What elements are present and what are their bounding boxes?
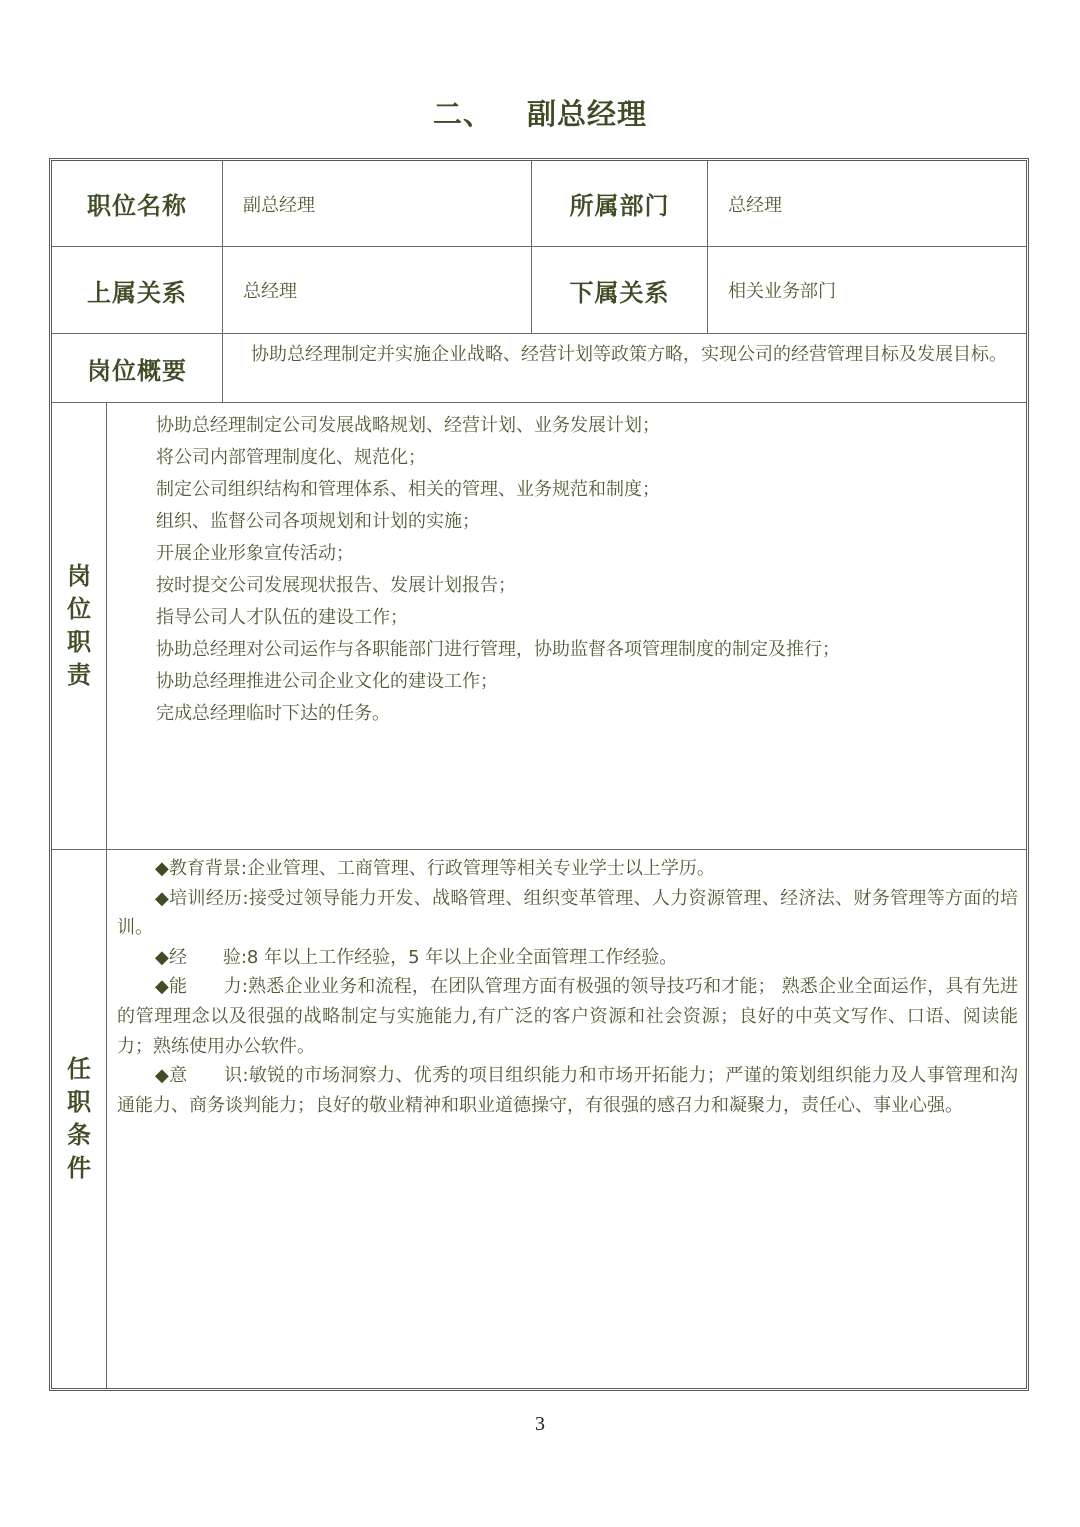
- diamond-bullet-icon: ◆: [155, 946, 169, 968]
- department-label: 所属部门: [569, 192, 670, 220]
- list-item: 协助总经理推进公司企业文化的建设工作；: [156, 671, 498, 692]
- requirements-label-char: 任: [67, 1055, 91, 1083]
- requirement-text: :熟悉企业业务和流程，在团队管理方面有极强的领导技巧和才能； 熟悉企业全面运作，具有先进的管理理念以及很强的战略制定与实施能力,有广泛的客户资源和社会资源；良好的中英文写作、口语、阅读能力；熟练使用办公软件。: [117, 976, 1018, 1057]
- requirement-key: 能 力: [169, 976, 242, 998]
- list-item: 完成总经理临时下达的任务。: [156, 703, 390, 724]
- department-value: 总经理: [728, 194, 782, 216]
- requirement-ability: [117, 972, 1018, 1061]
- superior-label: 上属关系: [87, 278, 187, 307]
- requirement-education: [117, 854, 1018, 884]
- duties-label-char: 责: [67, 661, 91, 689]
- list-item: 开展企业形象宣传活动；: [156, 543, 354, 564]
- list-item: 协助总经理对公司运作与各职能部门进行管理，协助监督各项管理制度的制定及推行；: [156, 639, 840, 660]
- summary-value: 协助总经理制定并实施企业战略、经营计划等政策方略，实现公司的经营管理目标及发展目标。: [251, 344, 1007, 365]
- requirements-label-char: 件: [67, 1154, 91, 1182]
- requirement-text: :8 年以上工作经验，5 年以上企业全面管理工作经验。: [240, 946, 678, 968]
- requirements-list: [107, 850, 1026, 1388]
- requirement-text: :接受过领导能力开发、战略管理、组织变革管理、人力资源管理、经济法、财务管理等方面的培训。: [117, 887, 1019, 939]
- requirement-key: 意 识: [169, 1065, 243, 1087]
- page-title: [0, 92, 1080, 133]
- requirement-text: :敏锐的市场洞察力、优秀的项目组织能力和市场开拓能力；严谨的策划组织能力及人事管理和沟通能力、商务谈判能力；良好的敬业精神和职业道德操守，有很强的感召力和凝聚力，责任心、事业心强。: [117, 1065, 1019, 1116]
- requirement-key: 经 验: [168, 946, 241, 968]
- requirement-training: [117, 884, 1018, 943]
- section-number: 二、: [432, 97, 493, 131]
- requirements-label-char: 职: [67, 1088, 91, 1116]
- diamond-bullet-icon: ◆: [155, 976, 170, 998]
- requirement-experience: [117, 943, 1018, 973]
- subordinate-label: 下属关系: [569, 278, 670, 307]
- summary-label: 岗位概要: [87, 356, 187, 385]
- position-name-value: 副总经理: [243, 194, 315, 216]
- duties-label-char: 位: [67, 595, 91, 623]
- diamond-bullet-icon: ◆: [155, 887, 170, 909]
- requirement-key: 教育背景: [168, 858, 241, 879]
- position-name-label: 职位名称: [87, 192, 187, 220]
- requirement-awareness: [117, 1061, 1018, 1120]
- list-item: 按时提交公司发展现状报告、发展计划报告；: [156, 575, 516, 596]
- subordinate-value: 相关业务部门: [728, 281, 836, 302]
- page-number: 3: [535, 1413, 545, 1435]
- requirements-label: [52, 850, 106, 1388]
- job-description-table: [49, 158, 1029, 1391]
- list-item: 制定公司组织结构和管理体系、相关的管理、业务规范和制度；: [156, 479, 660, 500]
- duties-label-char: 职: [67, 628, 91, 656]
- list-item: 组织、监督公司各项规划和计划的实施；: [156, 511, 480, 532]
- requirement-key: 培训经历: [169, 887, 243, 909]
- requirements-label-char: 条: [67, 1121, 91, 1149]
- diamond-bullet-icon: ◆: [155, 1065, 170, 1087]
- list-item: 指导公司人才队伍的建设工作；: [156, 607, 408, 628]
- duties-list: [52, 161, 1026, 849]
- list-item: 协助总经理制定公司发展战略规划、经营计划、业务发展计划；: [156, 415, 660, 436]
- section-title: 副总经理: [527, 97, 648, 131]
- requirement-text: :企业管理、工商管理、行政管理等相关专业学士以上学历。: [240, 858, 715, 879]
- superior-value: 总经理: [243, 281, 297, 302]
- list-item: 将公司内部管理制度化、规范化；: [156, 447, 426, 468]
- diamond-bullet-icon: ◆: [155, 858, 169, 879]
- duties-label-char: 岗: [67, 562, 91, 590]
